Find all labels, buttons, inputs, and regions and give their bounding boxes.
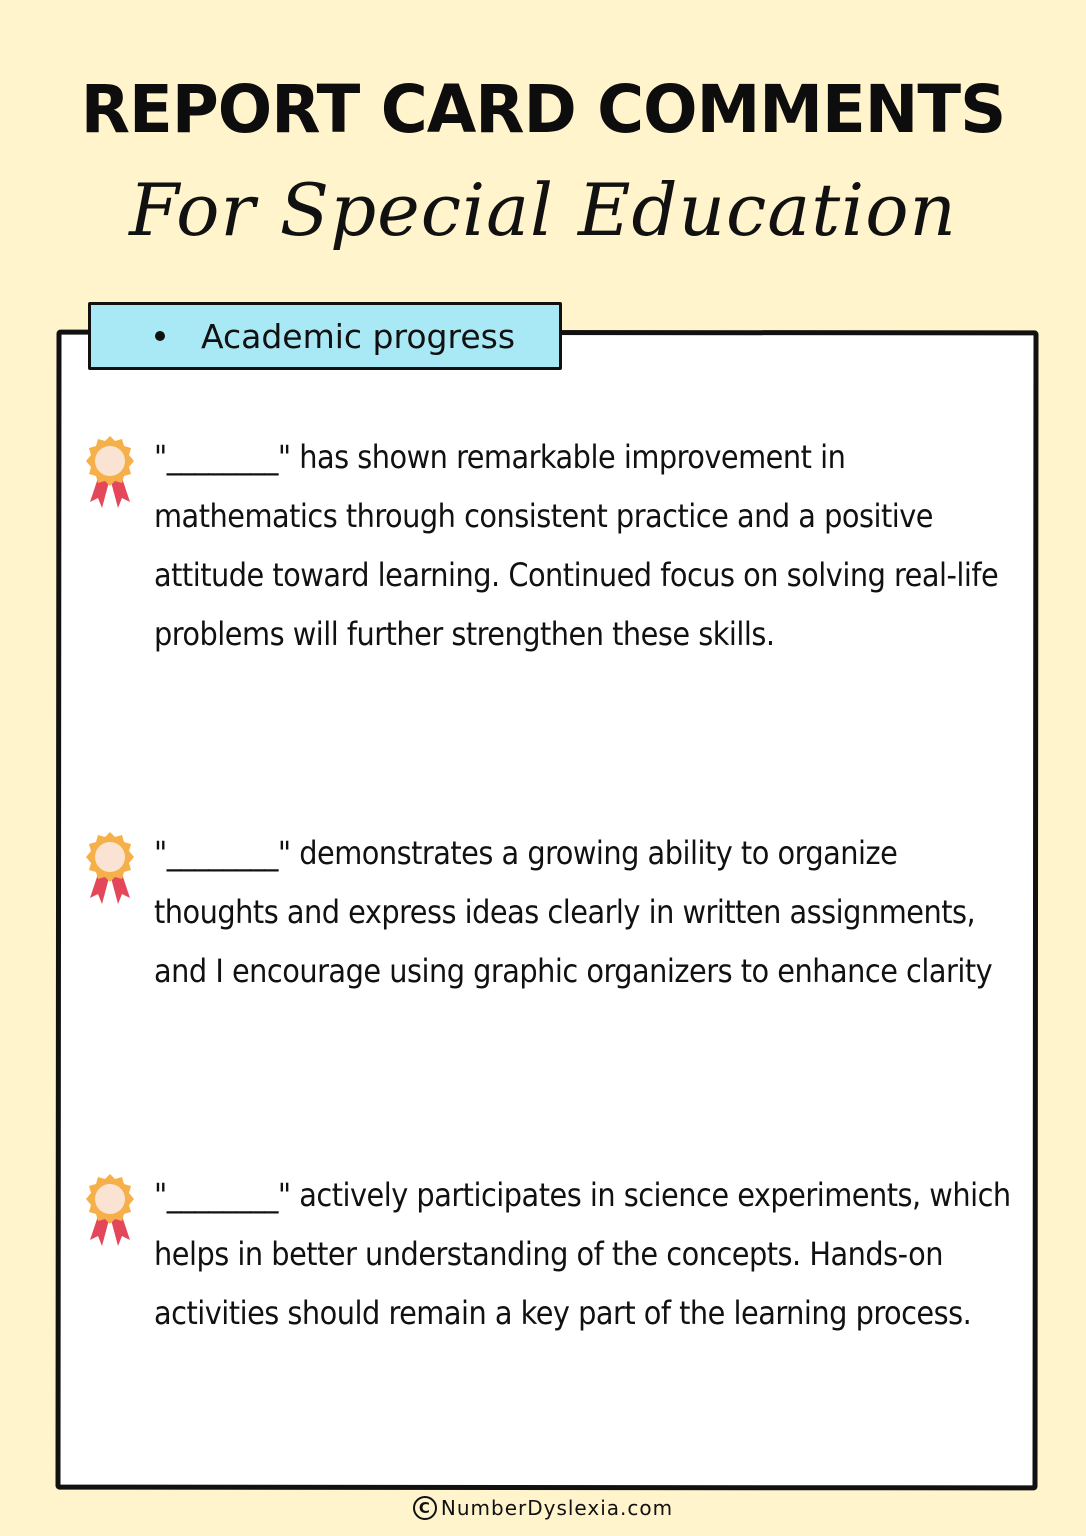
footer — [0, 1496, 1086, 1520]
section-label: Academic progress — [201, 316, 516, 356]
comment-text: "________" demonstrates a growing ability to organize thoughts and express ideas clearly in written assignments, and I encourage using graphic organizers to enhance clarity — [154, 834, 993, 990]
section-tab — [88, 302, 562, 370]
page-title: REPORT CARD COMMENTS — [80, 71, 1006, 148]
bullet-icon — [155, 331, 165, 341]
comment-text: "________" has shown remarkable improvement in mathematics through consistent practice and a positive attitude toward learning. Continued focus on solving real-life problems will further strengthen these skills. — [154, 438, 999, 653]
comment-text: "________" actively participates in science experiments, which helps in better understanding of the concepts. Hands-on activities should remain a key part of the learning process. — [154, 1176, 1011, 1332]
award-ribbon-icon — [80, 1172, 140, 1252]
footer-site: NumberDyslexia.com — [440, 1496, 674, 1520]
award-ribbon-icon — [80, 434, 140, 514]
page-subtitle: For Special Education — [129, 168, 957, 252]
copyright-icon: C — [413, 1496, 437, 1520]
award-ribbon-icon — [80, 830, 140, 910]
